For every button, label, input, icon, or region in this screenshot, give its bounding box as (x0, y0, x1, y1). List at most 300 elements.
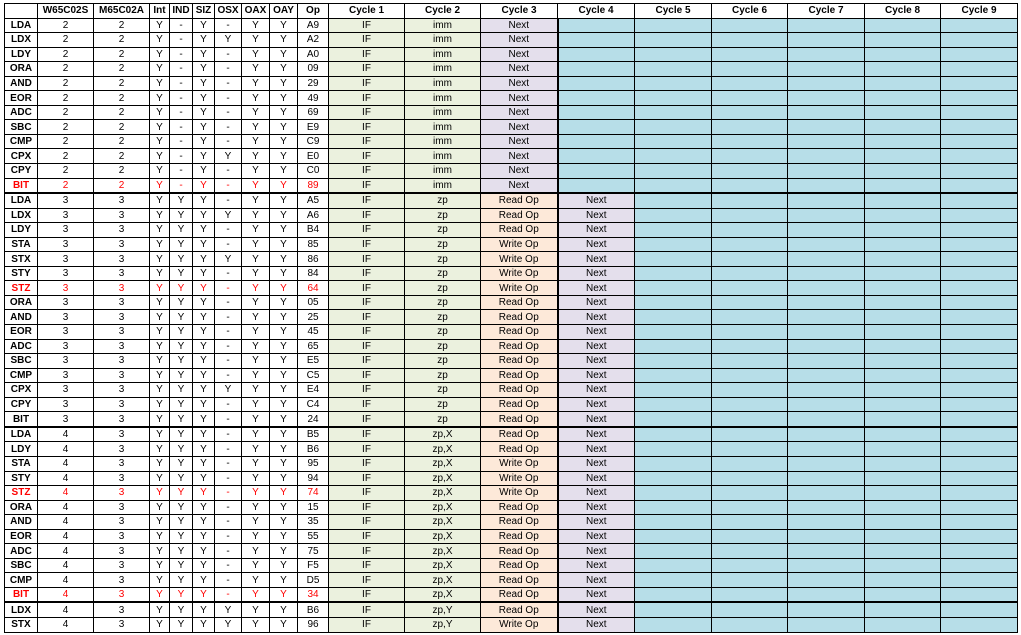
cell-siz-flag[interactable]: Y (193, 529, 215, 544)
cell-opcode[interactable]: B5 (298, 427, 329, 442)
cell-siz-flag[interactable]: Y (193, 544, 215, 559)
cell-mnemonic[interactable]: CPX (5, 149, 38, 164)
cell-oay-flag[interactable]: Y (270, 208, 298, 223)
cell-int-flag[interactable]: Y (150, 120, 170, 135)
cell-cycle-9[interactable] (941, 252, 1018, 267)
cell-mnemonic[interactable]: LDX (5, 602, 38, 617)
cell-cycle-3[interactable]: Read Op (481, 354, 558, 369)
cell-cycle-1[interactable]: IF (329, 573, 405, 588)
cell-mnemonic[interactable]: BIT (5, 587, 38, 602)
cell-cycle-6[interactable] (712, 18, 788, 33)
cell-cycle-2[interactable]: zp,X (405, 544, 481, 559)
cell-oax-flag[interactable]: Y (242, 237, 270, 252)
cell-cycle-8[interactable] (865, 368, 941, 383)
cell-oay-flag[interactable]: Y (270, 368, 298, 383)
cell-oax-flag[interactable]: Y (242, 325, 270, 340)
cell-cycle-6[interactable] (712, 486, 788, 501)
cell-cycle-7[interactable] (788, 412, 865, 427)
cell-oax-flag[interactable]: Y (242, 544, 270, 559)
cell-cycle-8[interactable] (865, 120, 941, 135)
cell-cycle-5[interactable] (635, 325, 712, 340)
cell-oay-flag[interactable]: Y (270, 617, 298, 632)
cell-opcode[interactable]: 64 (298, 281, 329, 296)
cell-int-flag[interactable]: Y (150, 134, 170, 149)
cell-cycle-6[interactable] (712, 252, 788, 267)
cell-w65c02s-cycles[interactable]: 2 (38, 134, 94, 149)
cell-cycle-7[interactable] (788, 252, 865, 267)
cell-cycle-2[interactable]: zp (405, 383, 481, 398)
cell-cycle-8[interactable] (865, 310, 941, 325)
cell-int-flag[interactable]: Y (150, 587, 170, 602)
cell-cycle-6[interactable] (712, 500, 788, 515)
cell-cycle-8[interactable] (865, 164, 941, 179)
cell-cycle-9[interactable] (941, 471, 1018, 486)
cell-cycle-2[interactable]: zp,X (405, 471, 481, 486)
cell-cycle-8[interactable] (865, 471, 941, 486)
cell-oax-flag[interactable]: Y (242, 587, 270, 602)
cell-cycle-6[interactable] (712, 544, 788, 559)
cell-cycle-9[interactable] (941, 120, 1018, 135)
cell-opcode[interactable]: 69 (298, 105, 329, 120)
cell-cycle-4[interactable] (558, 62, 635, 77)
cell-cycle-4[interactable] (558, 18, 635, 33)
cell-cycle-3[interactable]: Next (481, 105, 558, 120)
cell-mnemonic[interactable]: LDA (5, 193, 38, 208)
cell-osx-flag[interactable]: Y (215, 252, 242, 267)
cell-cycle-2[interactable]: imm (405, 76, 481, 91)
cell-oax-flag[interactable]: Y (242, 62, 270, 77)
cell-ind-flag[interactable]: - (170, 134, 193, 149)
cell-cycle-3[interactable]: Read Op (481, 310, 558, 325)
cell-cycle-3[interactable]: Next (481, 91, 558, 106)
cell-m65c02a-cycles[interactable]: 3 (94, 456, 150, 471)
cell-osx-flag[interactable]: - (215, 105, 242, 120)
header-cell-int[interactable]: Int (150, 4, 170, 19)
cell-oax-flag[interactable]: Y (242, 310, 270, 325)
cell-cycle-9[interactable] (941, 573, 1018, 588)
cell-cycle-4[interactable]: Next (558, 515, 635, 530)
cell-cycle-8[interactable] (865, 427, 941, 442)
cell-mnemonic[interactable]: BIT (5, 412, 38, 427)
cell-opcode[interactable]: C0 (298, 164, 329, 179)
cell-cycle-7[interactable] (788, 325, 865, 340)
cell-osx-flag[interactable]: - (215, 237, 242, 252)
cell-cycle-1[interactable]: IF (329, 602, 405, 617)
cell-int-flag[interactable]: Y (150, 149, 170, 164)
cell-cycle-5[interactable] (635, 617, 712, 632)
cell-cycle-7[interactable] (788, 310, 865, 325)
cell-w65c02s-cycles[interactable]: 3 (38, 383, 94, 398)
cell-cycle-3[interactable]: Next (481, 134, 558, 149)
cell-cycle-5[interactable] (635, 383, 712, 398)
cell-opcode[interactable]: 15 (298, 500, 329, 515)
cell-opcode[interactable]: 94 (298, 471, 329, 486)
cell-cycle-2[interactable]: zp (405, 281, 481, 296)
cell-siz-flag[interactable]: Y (193, 120, 215, 135)
cell-mnemonic[interactable]: SBC (5, 558, 38, 573)
cell-m65c02a-cycles[interactable]: 2 (94, 120, 150, 135)
cell-cycle-4[interactable]: Next (558, 368, 635, 383)
cell-oay-flag[interactable]: Y (270, 105, 298, 120)
cell-cycle-9[interactable] (941, 33, 1018, 48)
cell-siz-flag[interactable]: Y (193, 325, 215, 340)
cell-siz-flag[interactable]: Y (193, 164, 215, 179)
cell-cycle-2[interactable]: imm (405, 33, 481, 48)
cell-osx-flag[interactable]: - (215, 295, 242, 310)
cell-cycle-8[interactable] (865, 354, 941, 369)
cell-cycle-4[interactable]: Next (558, 383, 635, 398)
cell-osx-flag[interactable]: - (215, 515, 242, 530)
cell-cycle-4[interactable] (558, 47, 635, 62)
header-cell-cycle-9[interactable]: Cycle 9 (941, 4, 1018, 19)
cell-siz-flag[interactable]: Y (193, 62, 215, 77)
cell-int-flag[interactable]: Y (150, 558, 170, 573)
header-cell-osx[interactable]: OSX (215, 4, 242, 19)
cell-cycle-8[interactable] (865, 266, 941, 281)
cell-siz-flag[interactable]: Y (193, 47, 215, 62)
cell-cycle-5[interactable] (635, 208, 712, 223)
cell-cycle-7[interactable] (788, 105, 865, 120)
cell-cycle-9[interactable] (941, 208, 1018, 223)
cell-cycle-7[interactable] (788, 383, 865, 398)
cell-cycle-6[interactable] (712, 339, 788, 354)
cell-mnemonic[interactable]: LDY (5, 442, 38, 457)
cell-cycle-5[interactable] (635, 368, 712, 383)
cell-oay-flag[interactable]: Y (270, 602, 298, 617)
cell-cycle-1[interactable]: IF (329, 427, 405, 442)
cell-cycle-2[interactable]: imm (405, 62, 481, 77)
cell-cycle-1[interactable]: IF (329, 91, 405, 106)
cell-m65c02a-cycles[interactable]: 2 (94, 33, 150, 48)
cell-cycle-3[interactable]: Read Op (481, 325, 558, 340)
cell-opcode[interactable]: 49 (298, 91, 329, 106)
cell-cycle-6[interactable] (712, 134, 788, 149)
cell-int-flag[interactable]: Y (150, 544, 170, 559)
cell-oay-flag[interactable]: Y (270, 76, 298, 91)
cell-cycle-4[interactable]: Next (558, 412, 635, 427)
cell-opcode[interactable]: 89 (298, 178, 329, 193)
cell-cycle-4[interactable]: Next (558, 442, 635, 457)
cell-siz-flag[interactable]: Y (193, 252, 215, 267)
cell-cycle-8[interactable] (865, 208, 941, 223)
cell-ind-flag[interactable]: Y (170, 617, 193, 632)
cell-siz-flag[interactable]: Y (193, 33, 215, 48)
cell-ind-flag[interactable]: - (170, 120, 193, 135)
cell-oax-flag[interactable]: Y (242, 33, 270, 48)
cell-cycle-2[interactable]: zp,X (405, 573, 481, 588)
cell-m65c02a-cycles[interactable]: 3 (94, 500, 150, 515)
cell-w65c02s-cycles[interactable]: 4 (38, 515, 94, 530)
cell-opcode[interactable]: A5 (298, 193, 329, 208)
cell-mnemonic[interactable]: ORA (5, 500, 38, 515)
cell-cycle-7[interactable] (788, 281, 865, 296)
cell-cycle-5[interactable] (635, 529, 712, 544)
cell-siz-flag[interactable]: Y (193, 383, 215, 398)
cell-opcode[interactable]: 65 (298, 339, 329, 354)
cell-cycle-3[interactable]: Read Op (481, 193, 558, 208)
cell-siz-flag[interactable]: Y (193, 18, 215, 33)
cell-w65c02s-cycles[interactable]: 3 (38, 368, 94, 383)
cell-cycle-8[interactable] (865, 515, 941, 530)
cell-int-flag[interactable]: Y (150, 325, 170, 340)
header-cell-m65c02a[interactable]: M65C02A (94, 4, 150, 19)
cell-cycle-6[interactable] (712, 383, 788, 398)
cell-osx-flag[interactable]: - (215, 397, 242, 412)
cell-cycle-1[interactable]: IF (329, 471, 405, 486)
cell-mnemonic[interactable]: EOR (5, 529, 38, 544)
cell-int-flag[interactable]: Y (150, 281, 170, 296)
cell-cycle-2[interactable]: imm (405, 105, 481, 120)
cell-cycle-9[interactable] (941, 587, 1018, 602)
cell-osx-flag[interactable]: - (215, 558, 242, 573)
cell-cycle-5[interactable] (635, 149, 712, 164)
cell-cycle-1[interactable]: IF (329, 325, 405, 340)
cell-oax-flag[interactable]: Y (242, 208, 270, 223)
cell-cycle-3[interactable]: Read Op (481, 602, 558, 617)
cell-osx-flag[interactable]: - (215, 47, 242, 62)
cell-oay-flag[interactable]: Y (270, 62, 298, 77)
cell-cycle-1[interactable]: IF (329, 120, 405, 135)
cell-cycle-4[interactable] (558, 105, 635, 120)
cell-osx-flag[interactable]: - (215, 544, 242, 559)
cell-int-flag[interactable]: Y (150, 178, 170, 193)
cell-cycle-1[interactable]: IF (329, 76, 405, 91)
cell-cycle-4[interactable]: Next (558, 587, 635, 602)
cell-m65c02a-cycles[interactable]: 3 (94, 544, 150, 559)
cell-cycle-4[interactable]: Next (558, 471, 635, 486)
cell-cycle-8[interactable] (865, 91, 941, 106)
cell-int-flag[interactable]: Y (150, 76, 170, 91)
cell-ind-flag[interactable]: - (170, 105, 193, 120)
cell-cycle-3[interactable]: Read Op (481, 295, 558, 310)
cell-ind-flag[interactable]: Y (170, 193, 193, 208)
cell-oay-flag[interactable]: Y (270, 164, 298, 179)
cell-ind-flag[interactable]: Y (170, 383, 193, 398)
cell-cycle-6[interactable] (712, 120, 788, 135)
cell-mnemonic[interactable]: AND (5, 76, 38, 91)
cell-w65c02s-cycles[interactable]: 3 (38, 310, 94, 325)
cell-ind-flag[interactable]: - (170, 76, 193, 91)
cell-m65c02a-cycles[interactable]: 2 (94, 164, 150, 179)
cell-cycle-7[interactable] (788, 558, 865, 573)
cell-opcode[interactable]: E0 (298, 149, 329, 164)
cell-osx-flag[interactable]: Y (215, 33, 242, 48)
cell-opcode[interactable]: 96 (298, 617, 329, 632)
cell-w65c02s-cycles[interactable]: 3 (38, 295, 94, 310)
cell-int-flag[interactable]: Y (150, 18, 170, 33)
cell-cycle-5[interactable] (635, 193, 712, 208)
cell-cycle-2[interactable]: zp (405, 339, 481, 354)
cell-ind-flag[interactable]: Y (170, 310, 193, 325)
cell-m65c02a-cycles[interactable]: 2 (94, 18, 150, 33)
cell-cycle-6[interactable] (712, 178, 788, 193)
cell-cycle-9[interactable] (941, 266, 1018, 281)
cell-ind-flag[interactable]: Y (170, 223, 193, 238)
cell-cycle-2[interactable]: zp,X (405, 486, 481, 501)
cell-cycle-2[interactable]: imm (405, 149, 481, 164)
cell-cycle-2[interactable]: zp,X (405, 500, 481, 515)
cell-cycle-3[interactable]: Write Op (481, 471, 558, 486)
cell-oax-flag[interactable]: Y (242, 339, 270, 354)
cell-m65c02a-cycles[interactable]: 3 (94, 266, 150, 281)
cell-oay-flag[interactable]: Y (270, 266, 298, 281)
cell-opcode[interactable]: A9 (298, 18, 329, 33)
cell-cycle-7[interactable] (788, 223, 865, 238)
cell-cycle-3[interactable]: Write Op (481, 456, 558, 471)
cell-oax-flag[interactable]: Y (242, 573, 270, 588)
cell-mnemonic[interactable]: CPY (5, 164, 38, 179)
cell-oax-flag[interactable]: Y (242, 383, 270, 398)
cell-w65c02s-cycles[interactable]: 4 (38, 544, 94, 559)
cell-cycle-6[interactable] (712, 208, 788, 223)
cell-oay-flag[interactable]: Y (270, 281, 298, 296)
cell-osx-flag[interactable]: Y (215, 617, 242, 632)
cell-m65c02a-cycles[interactable]: 2 (94, 105, 150, 120)
cell-cycle-8[interactable] (865, 500, 941, 515)
cell-oay-flag[interactable]: Y (270, 134, 298, 149)
cell-cycle-8[interactable] (865, 442, 941, 457)
cell-cycle-5[interactable] (635, 544, 712, 559)
cell-cycle-5[interactable] (635, 500, 712, 515)
cell-cycle-9[interactable] (941, 223, 1018, 238)
cell-oax-flag[interactable]: Y (242, 529, 270, 544)
cell-mnemonic[interactable]: STX (5, 252, 38, 267)
cell-mnemonic[interactable]: LDY (5, 47, 38, 62)
cell-cycle-5[interactable] (635, 310, 712, 325)
cell-cycle-1[interactable]: IF (329, 33, 405, 48)
cell-m65c02a-cycles[interactable]: 3 (94, 617, 150, 632)
cell-cycle-2[interactable]: zp (405, 193, 481, 208)
header-cell-cycle-2[interactable]: Cycle 2 (405, 4, 481, 19)
cell-w65c02s-cycles[interactable]: 2 (38, 164, 94, 179)
cell-cycle-5[interactable] (635, 587, 712, 602)
cell-osx-flag[interactable]: - (215, 310, 242, 325)
cell-m65c02a-cycles[interactable]: 2 (94, 178, 150, 193)
header-cell-mnemonic[interactable] (5, 4, 38, 19)
cell-int-flag[interactable]: Y (150, 383, 170, 398)
cell-cycle-2[interactable]: zp (405, 354, 481, 369)
cell-m65c02a-cycles[interactable]: 3 (94, 587, 150, 602)
cell-cycle-2[interactable]: imm (405, 47, 481, 62)
cell-cycle-3[interactable]: Read Op (481, 515, 558, 530)
cell-oay-flag[interactable]: Y (270, 456, 298, 471)
cell-cycle-1[interactable]: IF (329, 178, 405, 193)
cell-cycle-5[interactable] (635, 602, 712, 617)
cell-opcode[interactable]: 25 (298, 310, 329, 325)
cell-siz-flag[interactable]: Y (193, 442, 215, 457)
cell-w65c02s-cycles[interactable]: 3 (38, 252, 94, 267)
cell-ind-flag[interactable]: Y (170, 427, 193, 442)
cell-cycle-8[interactable] (865, 602, 941, 617)
cell-cycle-3[interactable]: Read Op (481, 558, 558, 573)
cell-cycle-2[interactable]: zp,Y (405, 617, 481, 632)
cell-oay-flag[interactable]: Y (270, 515, 298, 530)
cell-siz-flag[interactable]: Y (193, 471, 215, 486)
cell-cycle-7[interactable] (788, 544, 865, 559)
cell-cycle-1[interactable]: IF (329, 412, 405, 427)
cell-cycle-2[interactable]: zp (405, 266, 481, 281)
cell-m65c02a-cycles[interactable]: 3 (94, 310, 150, 325)
cell-cycle-1[interactable]: IF (329, 134, 405, 149)
cell-cycle-9[interactable] (941, 486, 1018, 501)
cell-cycle-8[interactable] (865, 325, 941, 340)
cell-m65c02a-cycles[interactable]: 2 (94, 47, 150, 62)
cell-w65c02s-cycles[interactable]: 2 (38, 47, 94, 62)
cell-cycle-8[interactable] (865, 252, 941, 267)
cell-opcode[interactable]: 29 (298, 76, 329, 91)
cell-oay-flag[interactable]: Y (270, 442, 298, 457)
cell-w65c02s-cycles[interactable]: 4 (38, 471, 94, 486)
cell-cycle-8[interactable] (865, 383, 941, 398)
cell-cycle-6[interactable] (712, 193, 788, 208)
cell-int-flag[interactable]: Y (150, 500, 170, 515)
cell-osx-flag[interactable]: Y (215, 383, 242, 398)
cell-cycle-1[interactable]: IF (329, 515, 405, 530)
cell-cycle-2[interactable]: zp (405, 397, 481, 412)
cell-cycle-7[interactable] (788, 602, 865, 617)
cell-w65c02s-cycles[interactable]: 4 (38, 617, 94, 632)
cell-ind-flag[interactable]: Y (170, 486, 193, 501)
cell-cycle-1[interactable]: IF (329, 354, 405, 369)
cell-cycle-6[interactable] (712, 558, 788, 573)
cell-w65c02s-cycles[interactable]: 2 (38, 62, 94, 77)
cell-cycle-2[interactable]: zp (405, 310, 481, 325)
cell-cycle-2[interactable]: zp,X (405, 558, 481, 573)
cell-cycle-1[interactable]: IF (329, 193, 405, 208)
cell-mnemonic[interactable]: STA (5, 456, 38, 471)
cell-cycle-6[interactable] (712, 149, 788, 164)
cell-cycle-3[interactable]: Write Op (481, 617, 558, 632)
cell-cycle-3[interactable]: Next (481, 76, 558, 91)
cell-mnemonic[interactable]: STX (5, 617, 38, 632)
cell-cycle-7[interactable] (788, 47, 865, 62)
cell-cycle-3[interactable]: Next (481, 18, 558, 33)
cell-cycle-4[interactable]: Next (558, 266, 635, 281)
cell-oax-flag[interactable]: Y (242, 193, 270, 208)
cell-cycle-1[interactable]: IF (329, 456, 405, 471)
cell-siz-flag[interactable]: Y (193, 339, 215, 354)
cell-int-flag[interactable]: Y (150, 295, 170, 310)
cell-cycle-6[interactable] (712, 237, 788, 252)
cell-opcode[interactable]: B6 (298, 442, 329, 457)
cell-cycle-1[interactable]: IF (329, 295, 405, 310)
cell-int-flag[interactable]: Y (150, 339, 170, 354)
cell-w65c02s-cycles[interactable]: 3 (38, 266, 94, 281)
cell-cycle-1[interactable]: IF (329, 62, 405, 77)
cell-cycle-7[interactable] (788, 193, 865, 208)
cell-w65c02s-cycles[interactable]: 2 (38, 120, 94, 135)
cell-cycle-3[interactable]: Write Op (481, 237, 558, 252)
cell-cycle-4[interactable]: Next (558, 295, 635, 310)
cell-cycle-1[interactable]: IF (329, 442, 405, 457)
cell-cycle-4[interactable]: Next (558, 223, 635, 238)
cell-opcode[interactable]: 55 (298, 529, 329, 544)
cell-siz-flag[interactable]: Y (193, 500, 215, 515)
cell-cycle-4[interactable]: Next (558, 573, 635, 588)
cell-osx-flag[interactable]: - (215, 178, 242, 193)
cell-ind-flag[interactable]: - (170, 33, 193, 48)
cell-m65c02a-cycles[interactable]: 3 (94, 223, 150, 238)
cell-osx-flag[interactable]: - (215, 412, 242, 427)
cell-osx-flag[interactable]: - (215, 354, 242, 369)
cell-cycle-4[interactable]: Next (558, 427, 635, 442)
cell-w65c02s-cycles[interactable]: 2 (38, 76, 94, 91)
cell-siz-flag[interactable]: Y (193, 193, 215, 208)
cell-cycle-6[interactable] (712, 529, 788, 544)
header-cell-siz[interactable]: SIZ (193, 4, 215, 19)
cell-cycle-9[interactable] (941, 442, 1018, 457)
cell-cycle-4[interactable]: Next (558, 529, 635, 544)
